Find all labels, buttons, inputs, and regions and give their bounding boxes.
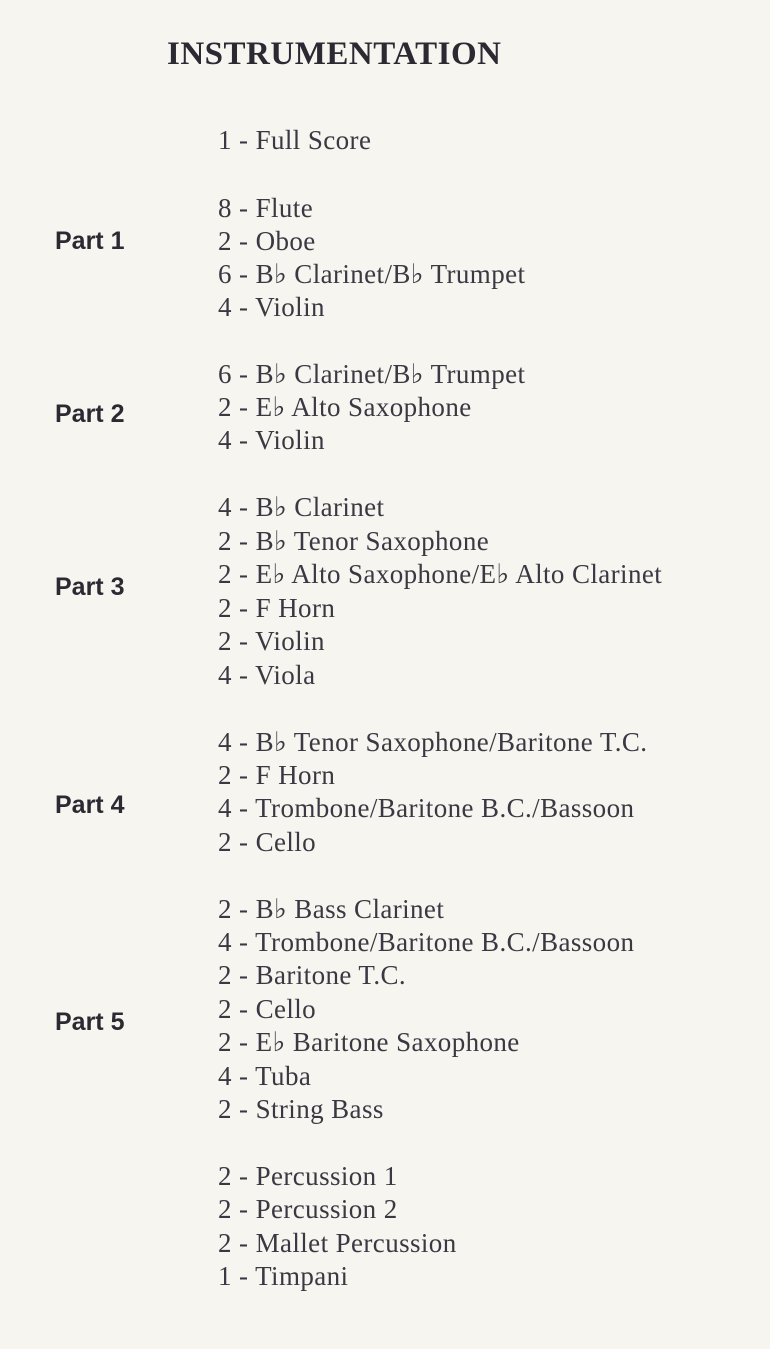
part-5-item: 2 - Baritone T.C. <box>218 960 407 990</box>
part-1-item: 4 - Violin <box>218 292 325 322</box>
part-1-item: 8 - Flute <box>218 193 314 223</box>
part-2-item: 2 - E♭ Alto Saxophone <box>218 392 472 422</box>
part-3-item: 2 - Violin <box>218 626 325 656</box>
part-5-item: 4 - Tuba <box>218 1061 312 1091</box>
part-5-label: Part 5 <box>55 1008 125 1036</box>
part-3-item: 2 - E♭ Alto Saxophone/E♭ Alto Clarinet <box>218 559 663 589</box>
part-4-label: Part 4 <box>55 791 125 819</box>
part-3-item: 4 - Viola <box>218 660 316 690</box>
page-title: INSTRUMENTATION <box>167 36 502 72</box>
part-2-item: 6 - B♭ Clarinet/B♭ Trumpet <box>218 359 526 389</box>
part-3-label: Part 3 <box>55 573 125 601</box>
percussion-item: 2 - Percussion 1 <box>218 1161 398 1191</box>
part-1-item: 6 - B♭ Clarinet/B♭ Trumpet <box>218 259 526 289</box>
part-5-item: 2 - B♭ Bass Clarinet <box>218 894 445 924</box>
percussion-item: 1 - Timpani <box>218 1261 349 1291</box>
percussion-item: 2 - Mallet Percussion <box>218 1228 457 1258</box>
part-3-item: 2 - F Horn <box>218 593 336 623</box>
part-5-item: 4 - Trombone/Baritone B.C./Bassoon <box>218 927 635 957</box>
part-4-item: 2 - Cello <box>218 827 317 857</box>
part-3-item: 4 - B♭ Clarinet <box>218 492 385 522</box>
part-5-item: 2 - Cello <box>218 994 317 1024</box>
part-4-item: 4 - Trombone/Baritone B.C./Bassoon <box>218 793 635 823</box>
part-4-item: 4 - B♭ Tenor Saxophone/Baritone T.C. <box>218 727 648 757</box>
part-2-label: Part 2 <box>55 400 125 428</box>
part-3-item: 2 - B♭ Tenor Saxophone <box>218 526 490 556</box>
part-5-item: 2 - E♭ Baritone Saxophone <box>218 1027 520 1057</box>
part-5-item: 2 - String Bass <box>218 1094 384 1124</box>
part-2-item: 4 - Violin <box>218 425 325 455</box>
part-1-label: Part 1 <box>55 227 125 255</box>
part-4-item: 2 - F Horn <box>218 760 336 790</box>
part-1-item: 2 - Oboe <box>218 226 316 256</box>
full-score-line: 1 - Full Score <box>218 125 372 155</box>
percussion-item: 2 - Percussion 2 <box>218 1194 398 1224</box>
